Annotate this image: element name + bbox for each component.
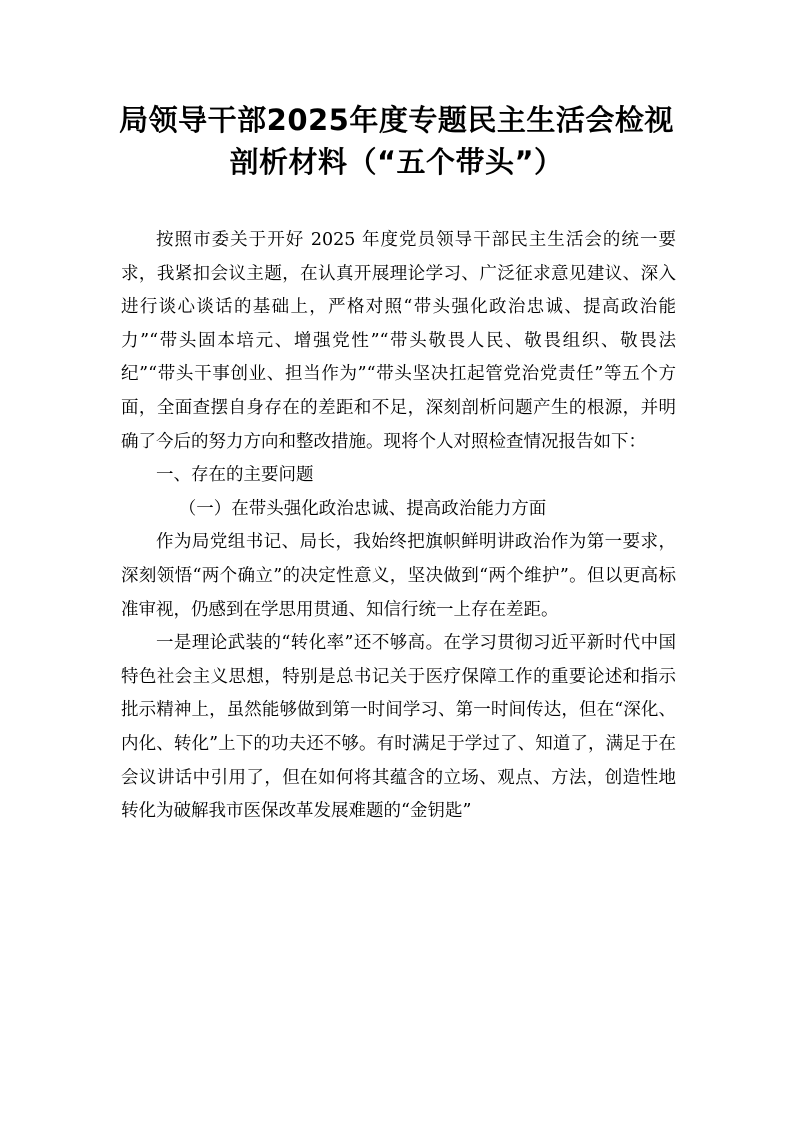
document-title-line-1: 局领导干部2025年度专题民主生活会检视 — [119, 103, 674, 137]
document-title-line-2: 剖析材料（“五个带头”） — [229, 145, 564, 179]
body-paragraph: 一是理论武装的“转化率”还不够高。在学习贯彻习近平新时代中国特色社会主义思想，特别是总书记关于医疗保障工作的重要论述和指示批示精神上，虽然能够做到第一时间学习、第一时间传达，但在“深化、内化、转化”上下的功夫还不够。有时满足于学过了、知道了，满足于在会议讲话中引用了，但在如何将其蕴含的立场、观点、方法，创造性地转化为破解我市医保改革发展难题的“金钥匙” — [121, 633, 676, 822]
intro-paragraph: 按照市委关于开好 2025 年度党员领导干部民主生活会的统一要求，我紧扣会议主题，在认真开展理论学习、广泛征求意见建议、深入进行谈心谈话的基础上，严格对照“带头强化政治忠诚、提高政治能力”“带头固本培元、增强党性”“带头敬畏人民、敬畏组织、敬畏法纪”“带头干事创业、担当作为”“带头坚决扛起管党治党责任”等五个方面，全面查摆自身存在的差距和不足，深刻剖析问题产生的根源，并明确了今后的努力方向和整改措施。现将个人对照检查情况报告如下： — [121, 230, 676, 452]
section-heading: 一、存在的主要问题 — [156, 465, 314, 486]
document-body — [121, 224, 676, 829]
subsection-heading: （一）在带头强化政治忠诚、提高政治能力方面 — [178, 498, 547, 519]
body-paragraph: 作为局党组书记、局长，我始终把旗帜鲜明讲政治作为第一要求，深刻领悟“两个确立”的决定性意义，坚决做到“两个维护”。但以更高标准审视，仍感到在学思用贯通、知信行统一上存在差距。 — [121, 532, 676, 620]
